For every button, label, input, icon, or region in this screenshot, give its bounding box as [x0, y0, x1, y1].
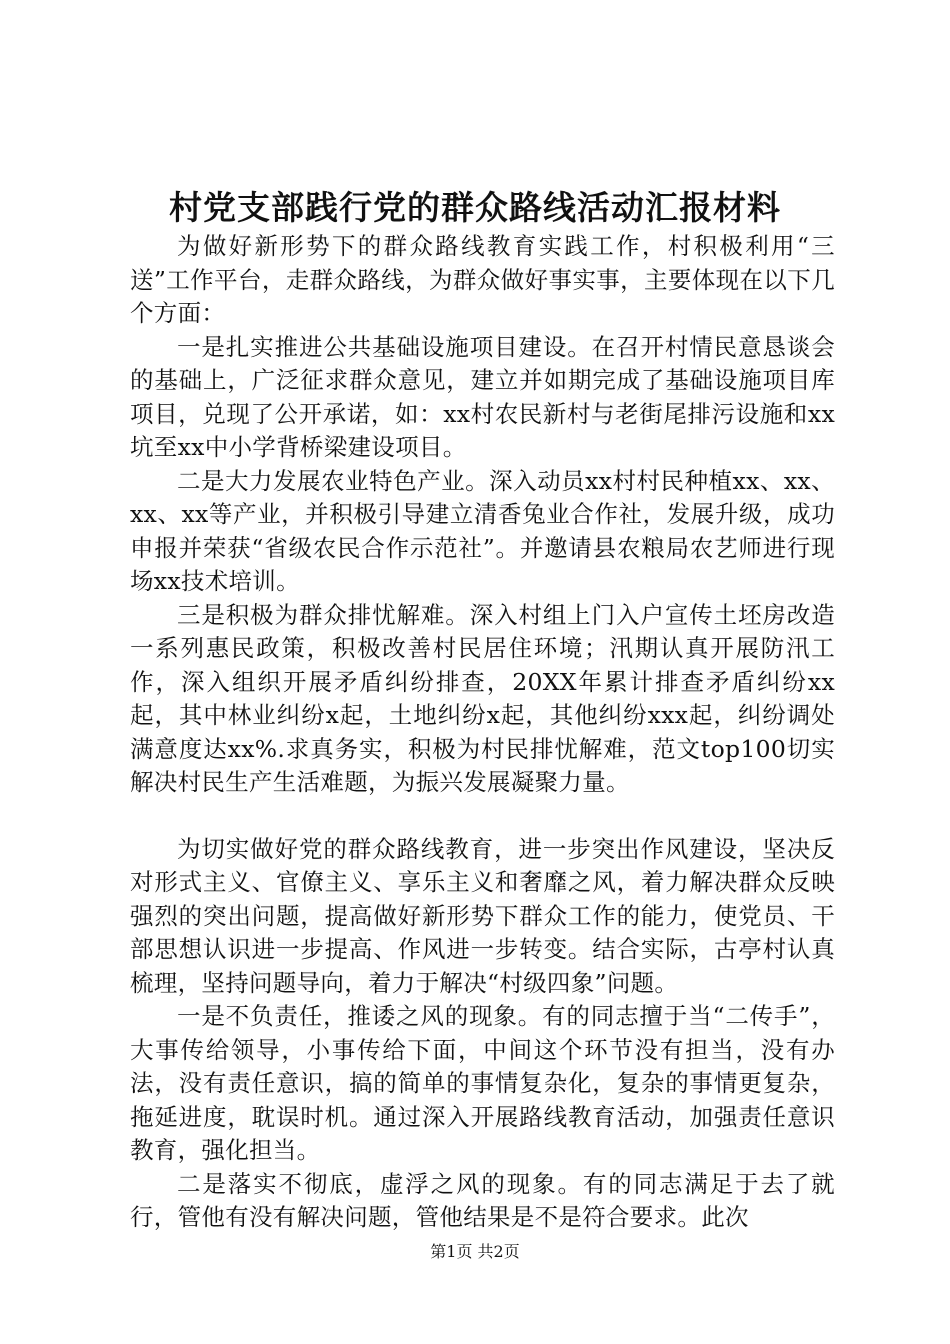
paragraph-intro: 为做好新形势下的群众路线教育实践工作，村积极利用“三送”工作平台，走群众路线，为群众做好事实事，主要体现在以下几个方面： — [130, 232, 835, 327]
paragraph-item-1: 一是扎实推进公共基础设施项目建设。在召开村情民意恳谈会的基础上，广泛征求群众意见，建立并如期完成了基础设施项目库项目，兑现了公开承诺，如：xx村农民新村与老街尾排污设施和xx坑至xx中小学背桥梁建设项目。 — [130, 332, 835, 461]
paragraph-item-2: 二是大力发展农业特色产业。深入动员xx村村民种植xx、xx、xx、xx等产业，并积极引导建立清香兔业合作社，发展升级，成功申报并荣获“省级农民合作示范社”。并邀请县农粮局农艺师进行现场xx技术培训。 — [130, 466, 835, 595]
section-gap — [130, 800, 835, 833]
document-title: 村党支部践行党的群众路线活动汇报材料 — [169, 188, 781, 227]
paragraph-section-2-intro: 为切实做好党的群众路线教育，进一步突出作风建设，坚决反对形式主义、官僚主义、享乐主义和奢靡之风，着力解决群众反映强烈的突出问题，提高做好新形势下群众工作的能力，使党员、干部思想认识进一步提高、作风进一步转变。结合实际，古亭村认真梳理，坚持问题导向，着力于解决“村级四象”问题。 — [130, 834, 835, 997]
document-body — [130, 230, 835, 1235]
paragraph-problem-1: 一是不负责任，推诿之风的现象。有的同志擅于当“二传手”，大事传给领导，小事传给下面，中间这个环节没有担当，没有办法，没有责任意识，搞的简单的事情复杂化，复杂的事情更复杂，拖延进度，耽误时机。通过深入开展路线教育活动，加强责任意识教育，强化担当。 — [130, 1002, 835, 1164]
page-footer: 第1页 共2页 — [430, 1242, 520, 1261]
paragraph-problem-2: 二是落实不彻底，虚浮之风的现象。有的同志满足于去了就行，管他有没有解决问题，管他结果是不是符合要求。此次 — [130, 1169, 835, 1231]
paragraph-item-3: 三是积极为群众排忧解难。深入村组上门入户宣传土坯房改造一系列惠民政策，积极改善村民居住环境；汛期认真开展防汛工作，深入组织开展矛盾纠纷排查，20XX年累计排查矛盾纠纷xx起，其中林业纠纷x起，土地纠纷x起，其他纠纷xxx起，纠纷调处满意度达xx%.求真务实，积极为村民排忧解难，范文top100切实解决村民生产生活难题，为振兴发展凝聚力量。 — [130, 600, 835, 796]
